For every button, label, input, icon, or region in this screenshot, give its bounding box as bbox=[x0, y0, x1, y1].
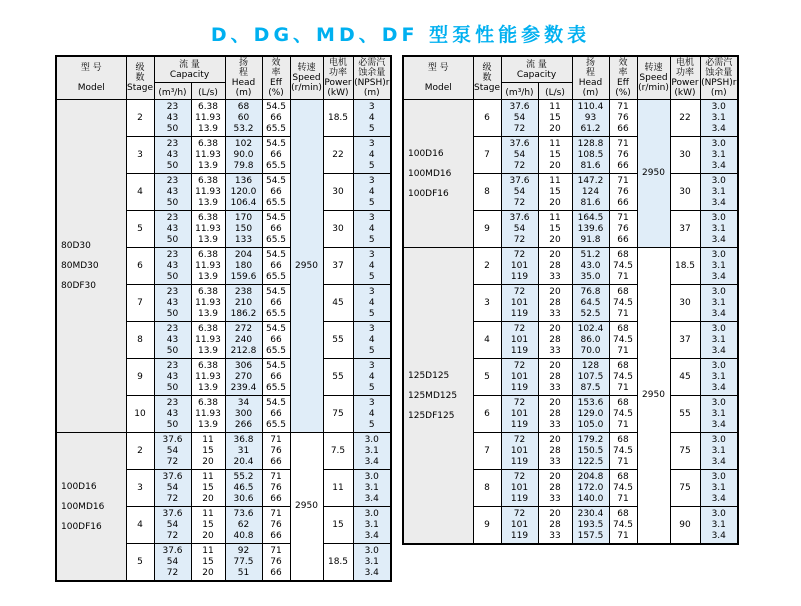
head-cell: 153.6 129.0 105.0 bbox=[572, 396, 609, 433]
stage-cell: 10 bbox=[126, 396, 154, 433]
npsh-cell: 3.0 3.1 3.4 bbox=[700, 174, 738, 211]
power-cell: 22 bbox=[670, 100, 700, 137]
eff-cell: 54.5 66 65.5 bbox=[262, 211, 290, 248]
capacity-ls-cell: 20 28 33 bbox=[538, 248, 572, 285]
table-row bbox=[403, 248, 738, 285]
capacity-ls-cell: 20 28 33 bbox=[538, 322, 572, 359]
table-row bbox=[403, 100, 738, 137]
power-cell: 15 bbox=[323, 507, 353, 544]
npsh-cell: 3.0 3.1 3.4 bbox=[700, 137, 738, 174]
header-capacity: 流 量 Capacity bbox=[154, 56, 225, 83]
capacity-m3h-cell: 23 43 50 bbox=[154, 322, 191, 359]
power-cell: 90 bbox=[670, 507, 700, 545]
eff-cell: 54.5 66 65.5 bbox=[262, 359, 290, 396]
capacity-ls-cell: 20 28 33 bbox=[538, 433, 572, 470]
eff-cell: 68 74.5 71 bbox=[609, 396, 637, 433]
capacity-m3h-cell: 37.6 54 72 bbox=[501, 100, 538, 137]
power-cell: 75 bbox=[670, 433, 700, 470]
head-cell: 306 270 239.4 bbox=[225, 359, 262, 396]
eff-cell: 71 76 66 bbox=[609, 137, 637, 174]
head-cell: 76.8 64.5 52.5 bbox=[572, 285, 609, 322]
capacity-m3h-cell: 37.6 54 72 bbox=[154, 433, 191, 470]
model-cell: 80D30 80MD30 80DF30 bbox=[56, 100, 126, 433]
header-capacity-ls: (L/s) bbox=[538, 83, 572, 100]
header-stage: 级 数 Stage bbox=[473, 56, 501, 100]
head-cell: 272 240 212.8 bbox=[225, 322, 262, 359]
power-cell: 22 bbox=[323, 137, 353, 174]
eff-cell: 54.5 66 65.5 bbox=[262, 322, 290, 359]
eff-cell: 54.5 66 65.5 bbox=[262, 100, 290, 137]
capacity-ls-cell: 6.38 11.93 13.9 bbox=[191, 359, 225, 396]
capacity-m3h-cell: 23 43 50 bbox=[154, 100, 191, 137]
page-title: D、DG、MD、DF 型泵性能参数表 bbox=[210, 24, 591, 46]
npsh-cell: 3 4 5 bbox=[353, 285, 391, 322]
capacity-ls-cell: 6.38 11.93 13.9 bbox=[191, 100, 225, 137]
eff-cell: 71 76 66 bbox=[262, 470, 290, 507]
stage-cell: 2 bbox=[126, 433, 154, 470]
head-cell: 102.4 86.0 70.0 bbox=[572, 322, 609, 359]
header-model: 型 号 Model bbox=[403, 56, 473, 100]
header-head: 扬 程 Head (m) bbox=[225, 56, 262, 100]
power-cell: 45 bbox=[323, 285, 353, 322]
capacity-m3h-cell: 23 43 50 bbox=[154, 285, 191, 322]
head-cell: 36.8 31 20.4 bbox=[225, 433, 262, 470]
capacity-ls-cell: 20 28 33 bbox=[538, 470, 572, 507]
power-cell: 30 bbox=[670, 137, 700, 174]
capacity-m3h-cell: 72 101 119 bbox=[501, 322, 538, 359]
header-speed: 转速 Speed (r/min) bbox=[290, 56, 323, 100]
capacity-m3h-cell: 23 43 50 bbox=[154, 137, 191, 174]
npsh-cell: 3.0 3.1 3.4 bbox=[700, 507, 738, 545]
capacity-m3h-cell: 37.6 54 72 bbox=[501, 174, 538, 211]
head-cell: 73.6 62 40.8 bbox=[225, 507, 262, 544]
speed-cell: 2950 bbox=[637, 248, 670, 545]
capacity-m3h-cell: 23 43 50 bbox=[154, 396, 191, 433]
stage-cell: 2 bbox=[126, 100, 154, 137]
model-cell: 125D125 125MD125 125DF125 bbox=[403, 248, 473, 545]
head-cell: 34 300 266 bbox=[225, 396, 262, 433]
head-cell: 147.2 124 81.6 bbox=[572, 174, 609, 211]
power-cell: 37 bbox=[670, 322, 700, 359]
power-cell: 30 bbox=[323, 211, 353, 248]
capacity-ls-cell: 11 15 20 bbox=[538, 174, 572, 211]
head-cell: 164.5 139.6 91.8 bbox=[572, 211, 609, 248]
stage-cell: 9 bbox=[473, 507, 501, 545]
capacity-ls-cell: 6.38 11.93 13.9 bbox=[191, 285, 225, 322]
stage-cell: 3 bbox=[473, 285, 501, 322]
eff-cell: 68 74.5 71 bbox=[609, 359, 637, 396]
eff-cell: 71 76 66 bbox=[609, 100, 637, 137]
model-cell: 100D16 100MD16 100DF16 bbox=[56, 433, 126, 582]
npsh-cell: 3.0 3.1 3.4 bbox=[700, 359, 738, 396]
npsh-cell: 3 4 5 bbox=[353, 211, 391, 248]
power-cell: 11 bbox=[323, 470, 353, 507]
header-eff: 效 率 Eff (%) bbox=[609, 56, 637, 100]
head-cell: 110.4 93 61.2 bbox=[572, 100, 609, 137]
capacity-m3h-cell: 37.6 54 72 bbox=[154, 544, 191, 582]
npsh-cell: 3.0 3.1 3.4 bbox=[700, 322, 738, 359]
power-cell: 18.5 bbox=[670, 248, 700, 285]
power-cell: 7.5 bbox=[323, 433, 353, 470]
eff-cell: 54.5 66 65.5 bbox=[262, 396, 290, 433]
header-model: 型 号 Model bbox=[56, 56, 126, 100]
power-cell: 75 bbox=[323, 396, 353, 433]
npsh-cell: 3.0 3.1 3.4 bbox=[700, 100, 738, 137]
stage-cell: 9 bbox=[126, 359, 154, 396]
head-cell: 179.2 150.5 122.5 bbox=[572, 433, 609, 470]
eff-cell: 68 74.5 71 bbox=[609, 248, 637, 285]
table-row bbox=[56, 100, 391, 137]
header-npsh: 必需汽 蚀余量 (NPSH)r (m) bbox=[701, 58, 737, 98]
capacity-ls-cell: 20 28 33 bbox=[538, 507, 572, 545]
header-capacity: 流 量 Capacity bbox=[501, 56, 572, 83]
header-power: 电机 功率 Power (kW) bbox=[324, 58, 352, 98]
capacity-m3h-cell: 72 101 119 bbox=[501, 248, 538, 285]
capacity-m3h-cell: 23 43 50 bbox=[154, 174, 191, 211]
stage-cell: 8 bbox=[473, 174, 501, 211]
eff-cell: 71 76 66 bbox=[262, 433, 290, 470]
power-cell: 30 bbox=[670, 174, 700, 211]
tables-container bbox=[55, 55, 739, 582]
capacity-ls-cell: 11 15 20 bbox=[538, 100, 572, 137]
npsh-cell: 3.0 3.1 3.4 bbox=[700, 211, 738, 248]
capacity-m3h-cell: 72 101 119 bbox=[501, 470, 538, 507]
npsh-cell: 3 4 5 bbox=[353, 359, 391, 396]
power-cell: 37 bbox=[323, 248, 353, 285]
stage-cell: 3 bbox=[126, 137, 154, 174]
head-cell: 128 107.5 87.5 bbox=[572, 359, 609, 396]
power-cell: 37 bbox=[670, 211, 700, 248]
npsh-cell: 3.0 3.1 3.4 bbox=[353, 507, 391, 544]
npsh-cell: 3.0 3.1 3.4 bbox=[700, 470, 738, 507]
npsh-cell: 3.0 3.1 3.4 bbox=[700, 433, 738, 470]
header-npsh: 必需汽 蚀余量 (NPSH)r (m) bbox=[354, 58, 390, 98]
capacity-m3h-cell: 72 101 119 bbox=[501, 285, 538, 322]
power-cell: 30 bbox=[670, 285, 700, 322]
stage-cell: 7 bbox=[126, 285, 154, 322]
stage-cell: 2 bbox=[473, 248, 501, 285]
eff-cell: 54.5 66 65.5 bbox=[262, 248, 290, 285]
header-capacity-m3h: (m³/h) bbox=[501, 83, 538, 100]
capacity-ls-cell: 6.38 11.93 13.9 bbox=[191, 174, 225, 211]
capacity-ls-cell: 11 15 20 bbox=[191, 507, 225, 544]
stage-cell: 6 bbox=[126, 248, 154, 285]
performance-table-left bbox=[55, 55, 392, 582]
model-cell: 100D16 100MD16 100DF16 bbox=[403, 100, 473, 248]
capacity-ls-cell: 6.38 11.93 13.9 bbox=[191, 211, 225, 248]
eff-cell: 54.5 66 65.5 bbox=[262, 174, 290, 211]
npsh-cell: 3.0 3.1 3.4 bbox=[700, 396, 738, 433]
stage-cell: 7 bbox=[473, 433, 501, 470]
capacity-m3h-cell: 23 43 50 bbox=[154, 359, 191, 396]
eff-cell: 68 74.5 71 bbox=[609, 285, 637, 322]
capacity-ls-cell: 6.38 11.93 13.9 bbox=[191, 396, 225, 433]
capacity-m3h-cell: 37.6 54 72 bbox=[501, 211, 538, 248]
head-cell: 128.8 108.5 81.6 bbox=[572, 137, 609, 174]
stage-cell: 7 bbox=[473, 137, 501, 174]
power-cell: 55 bbox=[323, 359, 353, 396]
head-cell: 92 77.5 51 bbox=[225, 544, 262, 582]
npsh-cell: 3 4 5 bbox=[353, 137, 391, 174]
capacity-ls-cell: 20 28 33 bbox=[538, 359, 572, 396]
eff-cell: 71 76 66 bbox=[609, 211, 637, 248]
header-head: 扬 程 Head (m) bbox=[572, 56, 609, 100]
capacity-m3h-cell: 72 101 119 bbox=[501, 396, 538, 433]
header-capacity-m3h: (m³/h) bbox=[154, 83, 191, 100]
stage-cell: 8 bbox=[473, 470, 501, 507]
capacity-ls-cell: 11 15 20 bbox=[191, 433, 225, 470]
head-cell: 136 120.0 106.4 bbox=[225, 174, 262, 211]
eff-cell: 54.5 66 65.5 bbox=[262, 137, 290, 174]
npsh-cell: 3 4 5 bbox=[353, 396, 391, 433]
header-stage: 级 数 Stage bbox=[126, 56, 154, 100]
npsh-cell: 3 4 5 bbox=[353, 322, 391, 359]
power-cell: 18.5 bbox=[323, 544, 353, 582]
stage-cell: 5 bbox=[126, 211, 154, 248]
stage-cell: 3 bbox=[126, 470, 154, 507]
power-cell: 55 bbox=[670, 396, 700, 433]
table-row bbox=[56, 433, 391, 470]
npsh-cell: 3 4 5 bbox=[353, 174, 391, 211]
capacity-m3h-cell: 72 101 119 bbox=[501, 507, 538, 545]
capacity-m3h-cell: 72 101 119 bbox=[501, 433, 538, 470]
head-cell: 68 60 53.2 bbox=[225, 100, 262, 137]
stage-cell: 4 bbox=[473, 322, 501, 359]
power-cell: 75 bbox=[670, 470, 700, 507]
capacity-ls-cell: 6.38 11.93 13.9 bbox=[191, 137, 225, 174]
stage-cell: 8 bbox=[126, 322, 154, 359]
capacity-m3h-cell: 37.6 54 72 bbox=[501, 137, 538, 174]
power-cell: 30 bbox=[323, 174, 353, 211]
speed-cell: 2950 bbox=[290, 433, 323, 582]
capacity-ls-cell: 6.38 11.93 13.9 bbox=[191, 322, 225, 359]
npsh-cell: 3 4 5 bbox=[353, 248, 391, 285]
power-cell: 45 bbox=[670, 359, 700, 396]
stage-cell: 5 bbox=[126, 544, 154, 582]
capacity-ls-cell: 11 15 20 bbox=[538, 211, 572, 248]
head-cell: 170 150 133 bbox=[225, 211, 262, 248]
eff-cell: 68 74.5 71 bbox=[609, 507, 637, 545]
capacity-m3h-cell: 23 43 50 bbox=[154, 211, 191, 248]
power-cell: 18.5 bbox=[323, 100, 353, 137]
stage-cell: 6 bbox=[473, 100, 501, 137]
capacity-m3h-cell: 23 43 50 bbox=[154, 248, 191, 285]
header-power: 电机 功率 Power (kW) bbox=[671, 58, 699, 98]
stage-cell: 5 bbox=[473, 359, 501, 396]
head-cell: 204.8 172.0 140.0 bbox=[572, 470, 609, 507]
eff-cell: 71 76 66 bbox=[262, 507, 290, 544]
capacity-ls-cell: 6.38 11.93 13.9 bbox=[191, 248, 225, 285]
eff-cell: 68 74.5 71 bbox=[609, 433, 637, 470]
power-cell: 55 bbox=[323, 322, 353, 359]
speed-cell: 2950 bbox=[637, 100, 670, 248]
npsh-cell: 3.0 3.1 3.4 bbox=[700, 285, 738, 322]
eff-cell: 71 76 66 bbox=[262, 544, 290, 582]
header-capacity-ls: (L/s) bbox=[191, 83, 225, 100]
eff-cell: 71 76 66 bbox=[609, 174, 637, 211]
npsh-cell: 3.0 3.1 3.4 bbox=[700, 248, 738, 285]
capacity-ls-cell: 11 15 20 bbox=[538, 137, 572, 174]
stage-cell: 4 bbox=[126, 174, 154, 211]
capacity-ls-cell: 11 15 20 bbox=[191, 544, 225, 582]
head-cell: 102 90.0 79.8 bbox=[225, 137, 262, 174]
capacity-m3h-cell: 37.6 54 72 bbox=[154, 470, 191, 507]
header-eff: 效 率 Eff (%) bbox=[262, 56, 290, 100]
capacity-ls-cell: 20 28 33 bbox=[538, 396, 572, 433]
stage-cell: 6 bbox=[473, 396, 501, 433]
performance-table-right bbox=[402, 55, 739, 545]
eff-cell: 68 74.5 71 bbox=[609, 470, 637, 507]
capacity-m3h-cell: 72 101 119 bbox=[501, 359, 538, 396]
npsh-cell: 3 4 5 bbox=[353, 100, 391, 137]
header-speed: 转速 Speed (r/min) bbox=[637, 56, 670, 100]
stage-cell: 9 bbox=[473, 211, 501, 248]
head-cell: 55.2 46.5 30.6 bbox=[225, 470, 262, 507]
capacity-ls-cell: 20 28 33 bbox=[538, 285, 572, 322]
npsh-cell: 3.0 3.1 3.4 bbox=[353, 433, 391, 470]
head-cell: 204 180 159.6 bbox=[225, 248, 262, 285]
head-cell: 238 210 186.2 bbox=[225, 285, 262, 322]
npsh-cell: 3.0 3.1 3.4 bbox=[353, 544, 391, 582]
head-cell: 230.4 193.5 157.5 bbox=[572, 507, 609, 545]
capacity-m3h-cell: 37.6 54 72 bbox=[154, 507, 191, 544]
eff-cell: 68 74.5 71 bbox=[609, 322, 637, 359]
eff-cell: 54.5 66 65.5 bbox=[262, 285, 290, 322]
npsh-cell: 3.0 3.1 3.4 bbox=[353, 470, 391, 507]
head-cell: 51.2 43.0 35.0 bbox=[572, 248, 609, 285]
capacity-ls-cell: 11 15 20 bbox=[191, 470, 225, 507]
speed-cell: 2950 bbox=[290, 100, 323, 433]
stage-cell: 4 bbox=[126, 507, 154, 544]
